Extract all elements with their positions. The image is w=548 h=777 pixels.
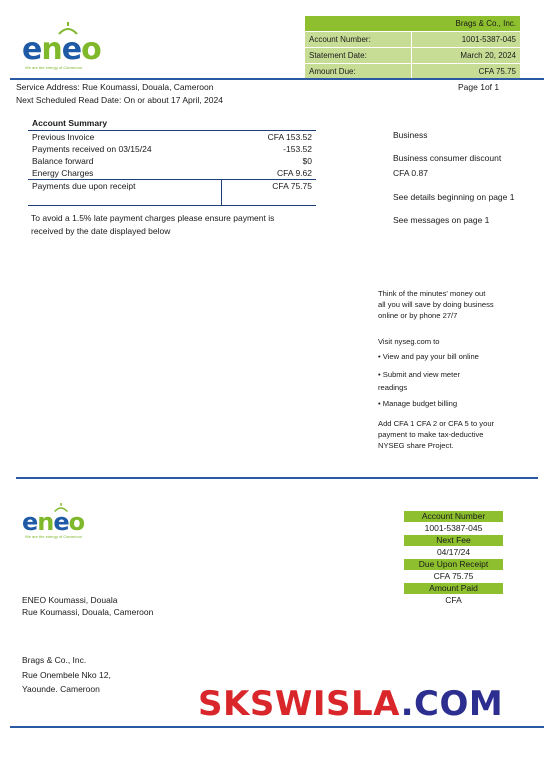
- summary-title: Account Summary: [32, 118, 108, 128]
- logo-tagline: We are the energy of Cameroon: [25, 65, 83, 70]
- header-divider: [10, 78, 544, 80]
- remit-address-line: ENEO Koumassi, Douala: [22, 595, 118, 605]
- summary-row-value: CFA 153.52: [267, 132, 312, 142]
- summary-row-value: $0: [302, 156, 312, 166]
- stub-account-label: Account Number: [404, 511, 503, 522]
- logo-letter-e: e: [22, 508, 38, 536]
- promo-bullet: [378, 351, 523, 362]
- account-number-label: Account Number:: [305, 32, 412, 48]
- logo-letter-n: n: [37, 508, 54, 536]
- promo-add: Add CFA 1 CFA 2 or CFA 5 to your: [378, 418, 495, 428]
- logo-letter-e2: e: [53, 508, 69, 536]
- watermark: [198, 684, 503, 724]
- side-messages-link: See messages on page 1: [393, 215, 490, 225]
- payments-due-label: Payments due upon receipt: [28, 180, 222, 205]
- promo-bullet: [378, 398, 523, 409]
- company-name: Brags & Co., Inc.: [305, 16, 521, 32]
- summary-row: [28, 143, 316, 155]
- eneo-logo: [22, 24, 101, 70]
- logo-tagline: We are the energy of Cameroon: [25, 534, 83, 539]
- late-payment-note: To avoid a 1.5% late payment charges please ensure payment is: [31, 213, 275, 223]
- promo-line: Think of the minutes' money out: [378, 289, 486, 298]
- summary-row: [28, 167, 316, 179]
- logo-letter-n: n: [41, 32, 62, 67]
- stub-due-label: Due Upon Receipt: [404, 559, 503, 570]
- side-discount-amount: CFA 0.87: [393, 168, 428, 178]
- service-address: Service Address: Rue Koumassi, Douala, Cameroon: [16, 82, 214, 92]
- watermark-part1: SKSWISLA: [198, 684, 401, 724]
- statement-date-value: March 20, 2024: [412, 48, 521, 64]
- payments-due-value: CFA 75.75: [272, 181, 312, 191]
- next-read-date: Next Scheduled Read Date: On or about 17 April, 2024: [16, 95, 223, 105]
- stub-next-fee-label: Next Fee: [404, 535, 503, 546]
- summary-row-label: Energy Charges: [32, 168, 94, 178]
- customer-address-line: Brags & Co., Inc.: [22, 655, 87, 665]
- summary-row: [28, 155, 316, 167]
- summary-row-label: Payments received on 03/15/24: [32, 144, 152, 154]
- stub-due-value: CFA 75.75: [433, 571, 474, 581]
- logo-letter-o: o: [68, 508, 85, 536]
- eneo-logo-bottom: [22, 504, 84, 539]
- promo-line: online or by phone 27/7: [378, 311, 458, 321]
- amount-due-value: CFA 75.75: [412, 64, 521, 80]
- logo-letter-o: o: [81, 32, 101, 67]
- side-discount: Business consumer discount: [393, 153, 502, 163]
- stub-paid-label: Amount Paid: [404, 583, 503, 594]
- stub-next-fee-value: 04/17/24: [436, 547, 471, 557]
- statement-date-label: Statement Date:: [305, 48, 412, 64]
- customer-address-line: Yaounde. Cameroon: [22, 684, 100, 694]
- summary-row-value: CFA 9.62: [277, 168, 312, 178]
- logo-letter-e2: e: [61, 32, 82, 67]
- remit-address-line: Rue Koumassi, Douala, Cameroon: [22, 607, 154, 617]
- side-business: Business: [393, 130, 428, 140]
- summary-row-value: -153.52: [283, 144, 312, 154]
- promo-add: payment to make tax-deductive: [378, 429, 484, 439]
- tear-off-divider: [16, 477, 538, 479]
- stub-account-value: 1001-5387-045: [424, 523, 483, 533]
- watermark-part2: .COM: [400, 684, 504, 724]
- promo-bullet-cont: readings: [378, 383, 408, 393]
- payment-stub: [404, 511, 503, 607]
- page-number: Page 1of 1: [458, 82, 500, 92]
- promo-bullet-text: Submit and view meter: [382, 370, 461, 380]
- payments-due-row: [28, 179, 316, 206]
- customer-address-line: Rue Onembele Nko 12,: [22, 670, 111, 680]
- promo-add: NYSEG share Project.: [378, 441, 454, 451]
- side-details-link: See details beginning on page 1: [393, 192, 515, 202]
- late-payment-note-2: received by the date displayed below: [31, 226, 171, 236]
- account-number-value: 1001-5387-045: [412, 32, 521, 48]
- summary-row-label: Balance forward: [32, 156, 94, 166]
- amount-due-label: Amount Due:: [305, 64, 412, 80]
- account-info-table: [304, 15, 521, 80]
- promo-block: [378, 288, 523, 451]
- promo-line: all you will save by doing business: [378, 300, 494, 310]
- footer-divider: [10, 726, 544, 728]
- promo-bullet: [378, 369, 523, 380]
- logo-letter-e: e: [22, 32, 42, 67]
- account-summary: [28, 117, 316, 206]
- promo-bullet-text: View and pay your bill online: [382, 351, 479, 361]
- stub-paid-value: CFA: [445, 595, 462, 605]
- promo-visit: Visit nyseg.com to: [378, 336, 440, 346]
- summary-row-label: Previous Invoice: [32, 132, 95, 142]
- summary-row: [28, 131, 316, 143]
- promo-bullet-text: Manage budget billing: [382, 399, 458, 409]
